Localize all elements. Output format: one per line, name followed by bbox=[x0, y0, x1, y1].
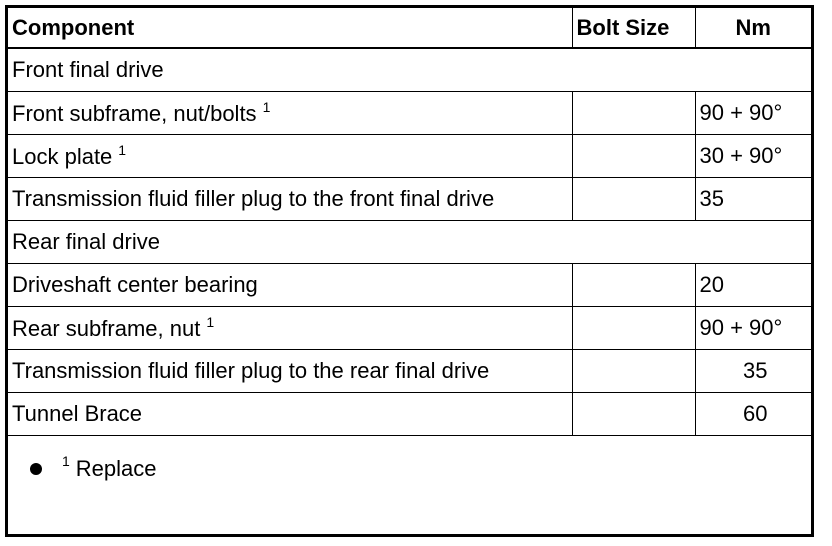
component-text: Front subframe, nut/bolts bbox=[12, 101, 257, 126]
row-nm: 90 + 90° bbox=[695, 306, 811, 349]
torque-spec-panel bbox=[5, 5, 814, 537]
row-component bbox=[8, 91, 572, 134]
row-component bbox=[8, 306, 572, 349]
row-component bbox=[8, 392, 572, 435]
row-component bbox=[8, 349, 572, 392]
table-row bbox=[8, 306, 811, 349]
component-text: Rear subframe, nut bbox=[12, 316, 201, 341]
component-text: Transmission fluid filler plug to the front final drive bbox=[12, 185, 495, 211]
row-bolt-size bbox=[572, 306, 695, 349]
table-row bbox=[8, 177, 811, 220]
footnote-mark: 1 bbox=[62, 453, 70, 469]
torque-table bbox=[8, 8, 811, 436]
row-bolt-size bbox=[572, 134, 695, 177]
section-label-front: Front final drive bbox=[8, 48, 811, 91]
row-component bbox=[8, 134, 572, 177]
row-bolt-size bbox=[572, 349, 695, 392]
row-bolt-size bbox=[572, 177, 695, 220]
row-bolt-size bbox=[572, 392, 695, 435]
row-nm: 35 bbox=[695, 349, 811, 392]
header-nm: Nm bbox=[695, 8, 811, 48]
table-row bbox=[8, 91, 811, 134]
row-nm: 60 bbox=[695, 392, 811, 435]
table-row bbox=[8, 263, 811, 306]
row-nm: 20 bbox=[695, 263, 811, 306]
component-text: Driveshaft center bearing bbox=[12, 271, 258, 297]
footnote-text: Replace bbox=[75, 456, 157, 481]
row-bolt-size bbox=[572, 263, 695, 306]
header-bolt-size: Bolt Size bbox=[572, 8, 695, 48]
row-nm: 90 + 90° bbox=[695, 91, 811, 134]
table-header-row bbox=[8, 8, 811, 48]
footnote-ref: 1 bbox=[206, 314, 215, 330]
section-row-front bbox=[8, 48, 811, 91]
footnote-ref: 1 bbox=[262, 99, 271, 115]
table-row bbox=[8, 134, 811, 177]
row-bolt-size bbox=[572, 91, 695, 134]
table-row bbox=[8, 392, 811, 435]
component-text: Lock plate bbox=[12, 144, 113, 169]
footnote-ref: 1 bbox=[118, 142, 127, 158]
component-text: Tunnel Brace bbox=[12, 400, 143, 426]
bullet-icon bbox=[30, 463, 42, 475]
footnote bbox=[30, 453, 157, 482]
row-nm: 35 bbox=[695, 177, 811, 220]
section-row-rear bbox=[8, 220, 811, 263]
header-component: Component bbox=[8, 8, 572, 48]
table-row bbox=[8, 349, 811, 392]
row-nm: 30 + 90° bbox=[695, 134, 811, 177]
row-component bbox=[8, 263, 572, 306]
component-text: Transmission fluid filler plug to the rear final drive bbox=[12, 357, 490, 383]
section-label-rear: Rear final drive bbox=[8, 220, 811, 263]
row-component bbox=[8, 177, 572, 220]
